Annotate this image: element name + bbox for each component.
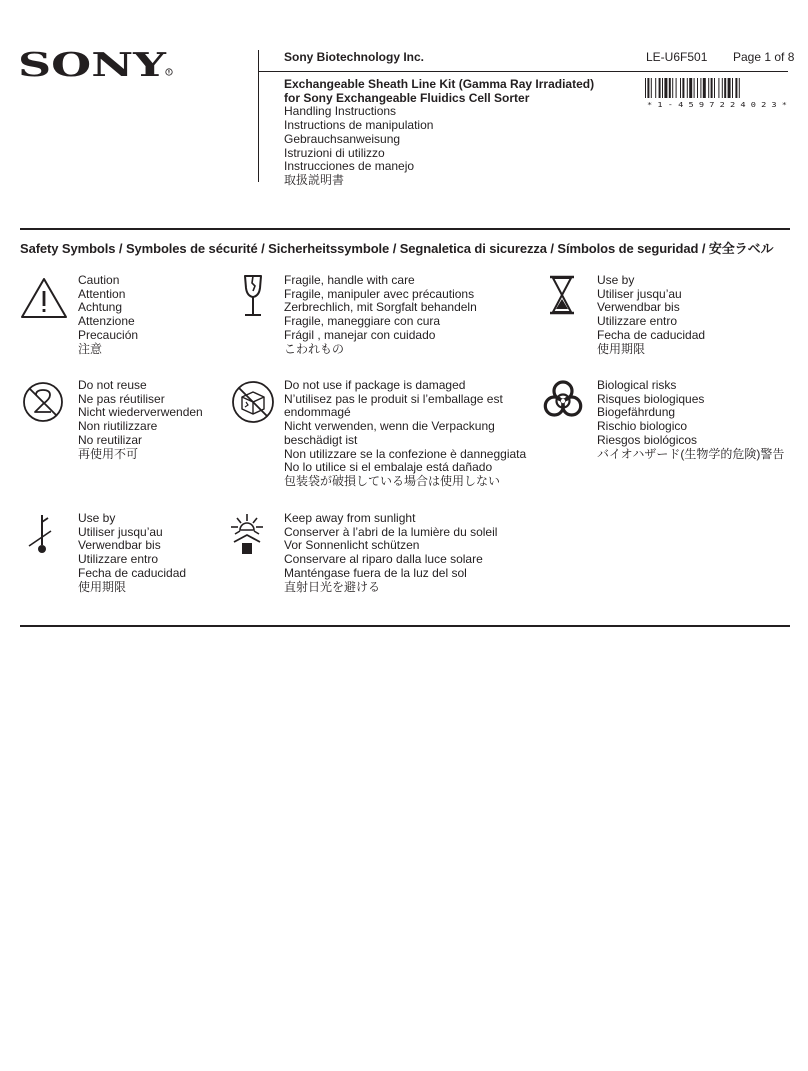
symbol-description-fragile — [284, 274, 477, 356]
description-line: 再使用不可 — [78, 446, 139, 461]
description-line: Manténgase fuera de la luz del sol — [284, 565, 467, 580]
description-line: Use by — [78, 511, 116, 525]
company-name: Sony Biotechnology Inc. — [284, 50, 425, 64]
description-line: Non utilizzare se la confezione è danneggiata — [284, 446, 527, 461]
temperature-limit-icon — [27, 513, 57, 555]
description-line: Keep away from sunlight — [284, 511, 416, 525]
title-line: Handling Instructions — [284, 104, 397, 119]
description-line: Do not reuse — [78, 378, 147, 392]
fragile-glass-icon — [240, 274, 266, 318]
description-line: Conservare al riparo dalla luce solare — [284, 552, 483, 567]
logo-text: SONY — [18, 46, 167, 80]
description-line: Utiliser jusqu’au — [78, 524, 163, 539]
title-line: Instrucciones de manejo — [284, 159, 415, 174]
document-titles — [284, 78, 594, 188]
description-line: No lo utilice si el embalaje está dañado — [284, 460, 493, 475]
title-line: Exchangeable Sheath Line Kit (Gamma Ray Irradiated) — [284, 77, 595, 91]
description-line: Vor Sonnenlicht schützen — [284, 538, 420, 553]
description-line: Zerbrechlich, mit Sorgfalt behandeln — [284, 300, 477, 315]
section-title: Safety Symbols / Symboles de sécurité / Sicherheitssymbole / Segnaletica di sicurezza / Símbolos de seguridad / 安全ラベル — [20, 241, 774, 256]
description-line: Ne pas réutiliser — [78, 391, 165, 406]
description-line: 使用期限 — [78, 579, 127, 594]
symbol-description-use-by-1 — [597, 274, 705, 356]
barcode-text: * 1 - 4 5 9 7 2 2 4 0 2 3 * — [647, 101, 787, 108]
description-line: 使用期限 — [597, 341, 646, 356]
symbol-description-biohazard — [597, 379, 784, 461]
hourglass-icon — [548, 275, 576, 315]
description-line: 包装袋が破損している場合は使用しない — [284, 473, 501, 488]
title-line: Istruzioni di utilizzo — [284, 145, 385, 160]
title-line: for Sony Exchangeable Fluidics Cell Sorter — [284, 90, 530, 105]
title-line: Instructions de manipulation — [284, 118, 434, 133]
description-line: Riesgos biológicos — [597, 432, 698, 447]
section-divider-bottom — [20, 625, 790, 627]
sony-logo — [18, 46, 174, 80]
description-line: Fecha de caducidad — [597, 327, 706, 342]
description-line: 直射日光を避ける — [284, 579, 381, 594]
description-line: Nicht verwenden, wenn die Verpackung — [284, 419, 495, 434]
description-line: Fecha de caducidad — [78, 565, 187, 580]
symbol-description-damaged-package — [284, 379, 526, 489]
description-line: Caution — [78, 273, 120, 287]
description-line: Biogefährdung — [597, 405, 676, 420]
symbol-description-do-not-reuse — [78, 379, 203, 461]
description-line: 注意 — [78, 341, 103, 356]
do-not-reuse-icon — [22, 381, 64, 423]
keep-away-sunlight-icon — [229, 512, 265, 556]
description-line: Rischio biologico — [597, 419, 688, 434]
description-line: Attenzione — [78, 314, 135, 329]
description-line: バイオハザード(生物学的危険)警告 — [597, 446, 785, 461]
description-line: Verwendbar bis — [78, 538, 161, 553]
description-line: Risques biologiques — [597, 391, 705, 406]
description-line: Verwendbar bis — [597, 300, 680, 315]
biohazard-icon — [540, 378, 586, 424]
description-line: Biological risks — [597, 378, 677, 392]
description-line: Do not use if package is damaged — [284, 378, 466, 392]
description-line: Non riutilizzare — [78, 419, 158, 434]
symbol-description-use-by-2 — [78, 512, 186, 594]
section-divider-top — [20, 228, 790, 230]
description-line: beschädigt ist — [284, 432, 358, 447]
document-number: LE-U6F501 — [646, 50, 708, 64]
caution-triangle-icon — [20, 276, 68, 320]
description-line: Frágil , manejar con cuidado — [284, 327, 436, 342]
description-line: Utilizzare entro — [597, 314, 678, 329]
description-line: Fragile, manipuler avec précautions — [284, 286, 475, 301]
description-line: Fragile, handle with care — [284, 273, 415, 287]
damaged-package-icon — [231, 380, 275, 424]
description-line: Use by — [597, 273, 635, 287]
symbol-description-caution — [78, 274, 138, 356]
title-line: 取扱説明書 — [284, 172, 345, 187]
description-line: Precaución — [78, 327, 139, 342]
description-line: Conserver à l’abri de la lumière du soleil — [284, 524, 498, 539]
title-line: Gebrauchsanweisung — [284, 131, 401, 146]
description-line: Nicht wiederverwenden — [78, 405, 203, 420]
description-line: Utilizzare entro — [78, 552, 159, 567]
svg-text:R: R — [167, 69, 171, 75]
header-divider-vertical — [258, 50, 259, 182]
symbol-description-sunlight — [284, 512, 497, 594]
header-divider-horizontal — [258, 71, 788, 72]
description-line: Utiliser jusqu’au — [597, 286, 682, 301]
description-line: こわれもの — [284, 341, 345, 356]
description-line: endommagé — [284, 405, 351, 420]
description-line: No reutilizar — [78, 432, 143, 447]
description-line: Achtung — [78, 300, 123, 315]
description-line: Fragile, maneggiare con cura — [284, 314, 441, 329]
description-line: N’utilisez pas le produit si l’emballage est — [284, 391, 503, 406]
barcode — [644, 78, 790, 108]
page-number: Page 1 of 8 — [733, 50, 795, 64]
description-line: Attention — [78, 286, 126, 301]
